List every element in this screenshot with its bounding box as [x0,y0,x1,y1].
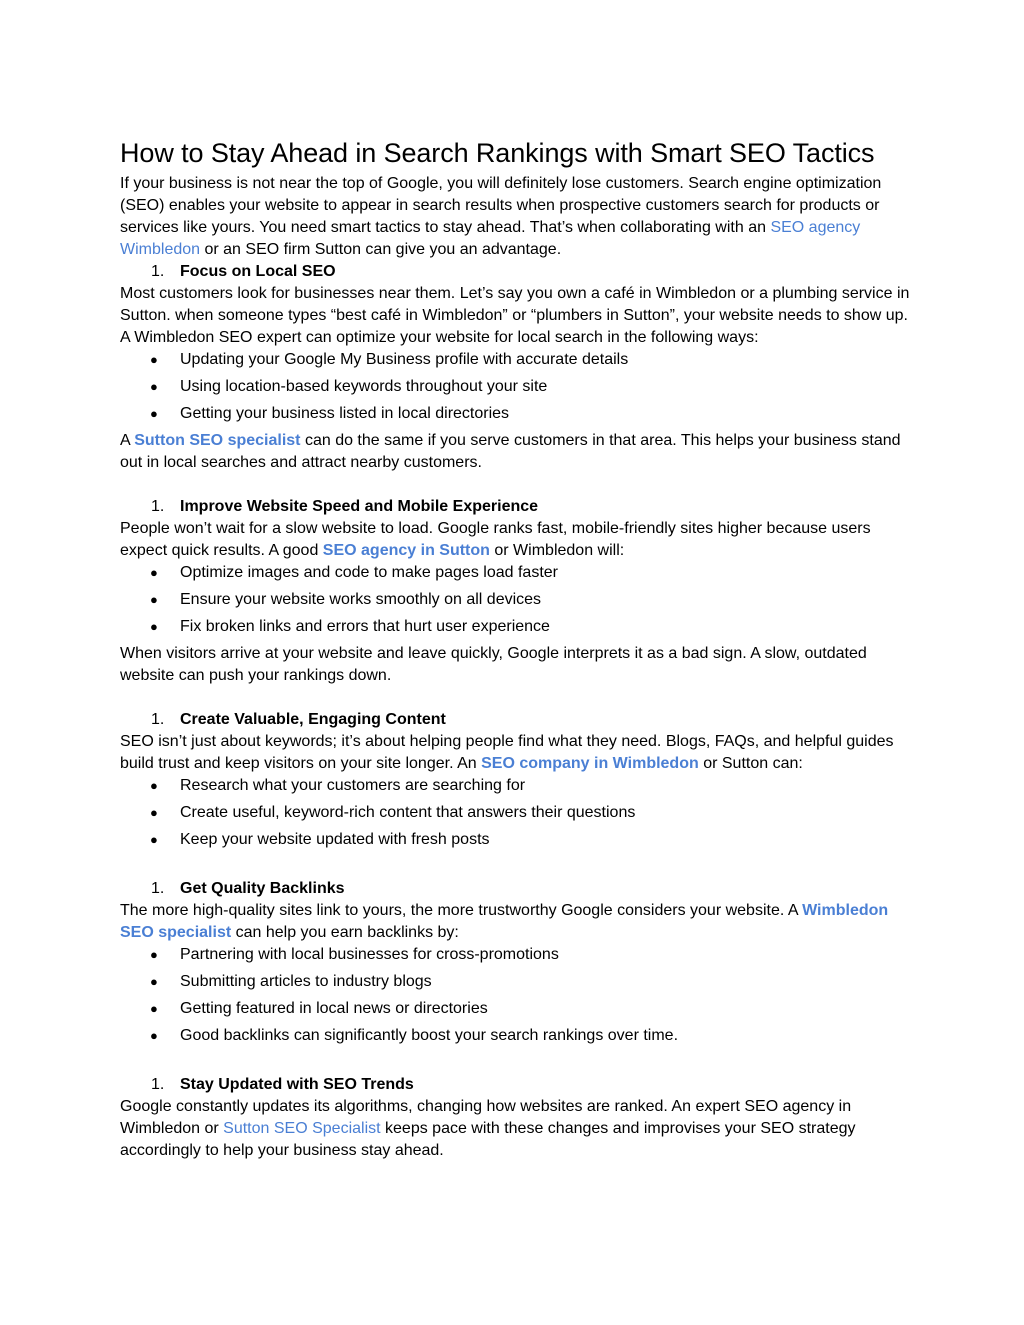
bullet-icon: ● [150,778,158,793]
bullet-list [120,775,910,851]
section-heading-backlinks [120,878,910,900]
list-item [120,802,910,824]
bullet-icon: ● [150,406,158,421]
list-item-text: Ensure your website works smoothly on all devices [180,591,542,608]
paragraph-text: Google constantly updates its algorithms, changing how websites are ranked. An expert SEO agency in Wimbledon or [120,1098,852,1137]
section-paragraph [120,900,910,944]
list-item [120,775,910,797]
paragraph-text: can do the same if you serve customers in that area. This helps your business stand out in local searches and attract nearby customers. [120,432,901,471]
list-item-text: Getting your business listed in local directories [180,405,510,422]
list-item [120,562,910,584]
section-heading-seo-trends [120,1074,910,1096]
list-number: 1. [151,1076,165,1093]
link-wimbledon-seo-specialist[interactable]: Wimbledon SEO specialist [120,902,889,941]
link-sutton-seo-specialist[interactable]: Sutton SEO specialist [134,432,301,449]
bullet-icon: ● [150,947,158,962]
intro-text: If your business is not near the top of Google, you will definitely lose customers. Search engine optimization (SEO) enables your website to appear in search results when prospective customers search for products or services like yours. You need smart tactics to stay ahead. That’s when collaborating with an [120,175,882,236]
list-item-text: Create useful, keyword-rich content that answers their questions [180,804,636,821]
list-item-text: Good backlinks can significantly boost your search rankings over time. [180,1027,679,1044]
section-paragraph [120,731,910,775]
paragraph-text: or Wimbledon will: [489,542,625,559]
section-heading-text: Focus on Local SEO [180,263,336,280]
section-heading-text: Stay Updated with SEO Trends [180,1076,414,1093]
list-number: 1. [151,498,165,515]
list-item-text: Using location-based keywords throughout your site [180,378,548,395]
intro-text-end: or an SEO firm Sutton can give you an advantage. [200,241,562,258]
list-item [120,944,910,966]
link-sutton-seo-specialist-2[interactable]: Sutton SEO Specialist [223,1120,381,1137]
section-closing-paragraph [120,430,910,474]
paragraph-text: or Sutton can: [698,755,803,772]
list-item-text: Getting featured in local news or directories [180,1000,488,1017]
list-item-text: Fix broken links and errors that hurt user experience [180,618,550,635]
bullet-icon: ● [150,974,158,989]
bullet-list [120,944,910,1047]
list-item [120,349,910,371]
bullet-icon: ● [150,379,158,394]
paragraph-text: keeps pace with these changes and improvises your SEO strategy accordingly to help your business stay ahead. [120,1120,856,1159]
bullet-icon: ● [150,1001,158,1016]
bullet-icon: ● [150,1028,158,1043]
list-number: 1. [151,263,165,280]
bullet-icon: ● [150,352,158,367]
section-paragraph: Most customers look for businesses near them. Let’s say you own a café in Wimbledon or a plumbing service in Sutton. when someone types “best café in Wimbledon” or “plumbers in Sutton”, your website needs to show up. A Wimbledon SEO expert can optimize your website for local search in the following ways: [120,285,910,346]
list-item [120,998,910,1020]
intro-paragraph [120,173,910,261]
list-item [120,971,910,993]
section-heading-text: Improve Website Speed and Mobile Experience [180,498,539,515]
list-item-text: Keep your website updated with fresh posts [180,831,490,848]
link-seo-agency-in-sutton[interactable]: SEO agency in Sutton [322,542,490,559]
paragraph-text: can help you earn backlinks by: [231,924,459,941]
bullet-icon: ● [150,565,158,580]
list-number: 1. [151,880,165,897]
paragraph-text: A [120,432,135,449]
list-number: 1. [151,711,165,728]
list-item-text: Submitting articles to industry blogs [180,973,432,990]
section-heading-website-speed [120,496,910,518]
paragraph-text: People won’t wait for a slow website to load. Google ranks fast, mobile-friendly sites higher because users expect quick results. A good [120,520,871,559]
bullet-list [120,349,910,425]
list-item [120,589,910,611]
list-item [120,616,910,638]
section-heading-text: Get Quality Backlinks [180,880,345,897]
section-paragraph [120,518,910,562]
paragraph-text: SEO isn’t just about keywords; it’s about helping people find what they need. Blogs, FAQs, and helpful guides build trust and keep visitors on your site longer. An [120,733,894,772]
list-item-text: Updating your Google My Business profile with accurate details [180,351,629,368]
list-item [120,829,910,851]
page-title: How to Stay Ahead in Search Rankings with Smart SEO Tactics [120,138,875,168]
list-item-text: Partnering with local businesses for cross-promotions [180,946,559,963]
section-heading-content [120,709,910,731]
bullet-icon: ● [150,805,158,820]
list-item-text: Research what your customers are searching for [180,777,526,794]
document-page [120,136,910,1162]
bullet-icon: ● [150,619,158,634]
section-closing-paragraph: When visitors arrive at your website and leave quickly, Google interprets it as a bad sign. A slow, outdated website can push your rankings down. [120,645,867,684]
list-item [120,403,910,425]
list-item [120,1025,910,1047]
section-paragraph [120,1096,910,1162]
paragraph-text: The more high-quality sites link to yours, the more trustworthy Google considers your website. A [120,902,803,919]
bullet-list [120,562,910,638]
bullet-icon: ● [150,832,158,847]
bullet-icon: ● [150,592,158,607]
section-heading-text: Create Valuable, Engaging Content [180,711,446,728]
link-seo-company-in-wimbledon[interactable]: SEO company in Wimbledon [481,755,699,772]
list-item-text: Optimize images and code to make pages load faster [180,564,558,581]
link-seo-agency-wimbledon[interactable]: SEO agency Wimbledon [120,219,861,258]
list-item [120,376,910,398]
section-heading-local-seo [120,261,910,283]
